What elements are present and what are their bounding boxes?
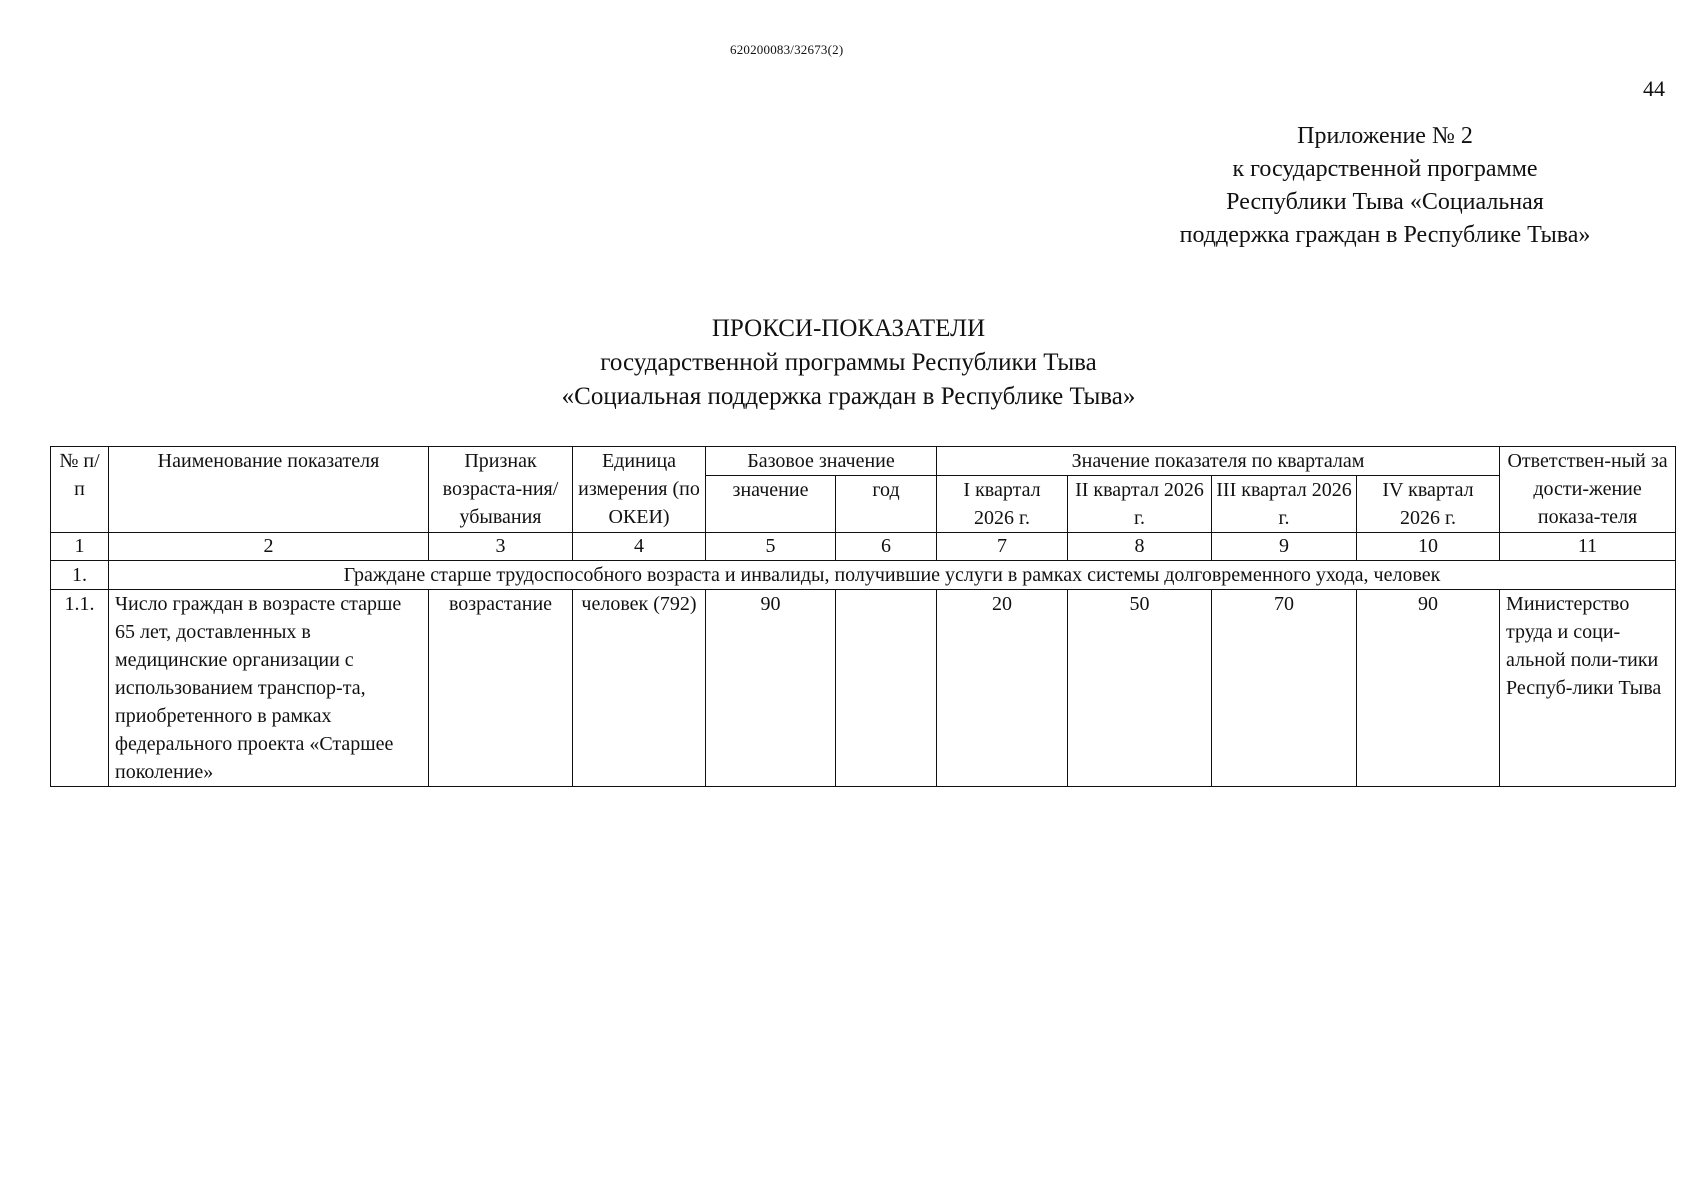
column-number: 10 <box>1357 533 1500 561</box>
section-title: Граждане старше трудоспособного возраста и инвалиды, получившие услуги в рамках системы долговременного ухода, человек <box>109 561 1676 590</box>
q3-value: 70 <box>1212 590 1357 787</box>
row-number: 1.1. <box>51 590 109 787</box>
column-number: 4 <box>573 533 706 561</box>
column-number: 7 <box>937 533 1068 561</box>
header-base: Базовое значение <box>706 447 937 476</box>
header-row <box>51 447 1676 476</box>
table-row <box>51 590 1676 787</box>
section-row <box>51 561 1676 590</box>
page-number: 44 <box>1643 76 1665 101</box>
appendix-line: поддержка граждан в Республике Тыва» <box>1179 222 1591 248</box>
column-number: 5 <box>706 533 836 561</box>
header-quarters: Значение показателя по кварталам <box>937 447 1500 476</box>
base-value: 90 <box>706 590 836 787</box>
column-number: 3 <box>429 533 573 561</box>
appendix-line: Республики Тыва «Социальная <box>1226 189 1544 215</box>
responsible-body: Министерство труда и соци-альной поли-тики Респуб-лики Тыва <box>1500 590 1676 787</box>
appendix-line: к государственной программе <box>1232 156 1538 182</box>
appendix-line: Приложение № 2 <box>1297 123 1473 149</box>
column-number: 11 <box>1500 533 1676 561</box>
q1-value: 20 <box>937 590 1068 787</box>
header-q2: II квартал 2026 г. <box>1068 476 1212 533</box>
indicator-sign: возрастание <box>429 590 573 787</box>
title-line: ПРОКСИ-ПОКАЗАТЕЛИ <box>711 315 986 342</box>
q2-value: 50 <box>1068 590 1212 787</box>
title-line: государственной программы Республики Тыва <box>600 349 1097 376</box>
proxy-indicators-table <box>50 446 1676 787</box>
header-q4: IV квартал 2026 г. <box>1357 476 1500 533</box>
column-number: 8 <box>1068 533 1212 561</box>
header-q3: III квартал 2026 г. <box>1212 476 1357 533</box>
title-line: «Социальная поддержка граждан в Республике Тыва» <box>561 383 1136 410</box>
column-number: 9 <box>1212 533 1357 561</box>
column-number-row <box>51 533 1676 561</box>
q4-value: 90 <box>1357 590 1500 787</box>
column-number: 2 <box>109 533 429 561</box>
header-base-year: год <box>836 476 937 533</box>
section-number: 1. <box>51 561 109 590</box>
base-year <box>836 590 937 787</box>
column-number: 6 <box>836 533 937 561</box>
document-id: 620200083/32673(2) <box>730 42 844 57</box>
header-num: № п/п <box>51 447 109 533</box>
document-title <box>0 312 1697 414</box>
indicator-unit: человек (792) <box>573 590 706 787</box>
appendix-note <box>1105 120 1665 252</box>
header-sign: Признак возраста-ния/убывания <box>429 447 573 533</box>
header-base-value: значение <box>706 476 836 533</box>
header-responsible: Ответствен-ный за дости-жение показа-теля <box>1500 447 1676 533</box>
header-name: Наименование показателя <box>109 447 429 533</box>
column-number: 1 <box>51 533 109 561</box>
indicator-name: Число граждан в возрасте старше 65 лет, доставленных в медицинские организации с использованием транспор-та, приобретенного в рамках федерального проекта «Старшее поколение» <box>109 590 429 787</box>
header-unit: Единица измерения (по ОКЕИ) <box>573 447 706 533</box>
header-q1: I квартал 2026 г. <box>937 476 1068 533</box>
